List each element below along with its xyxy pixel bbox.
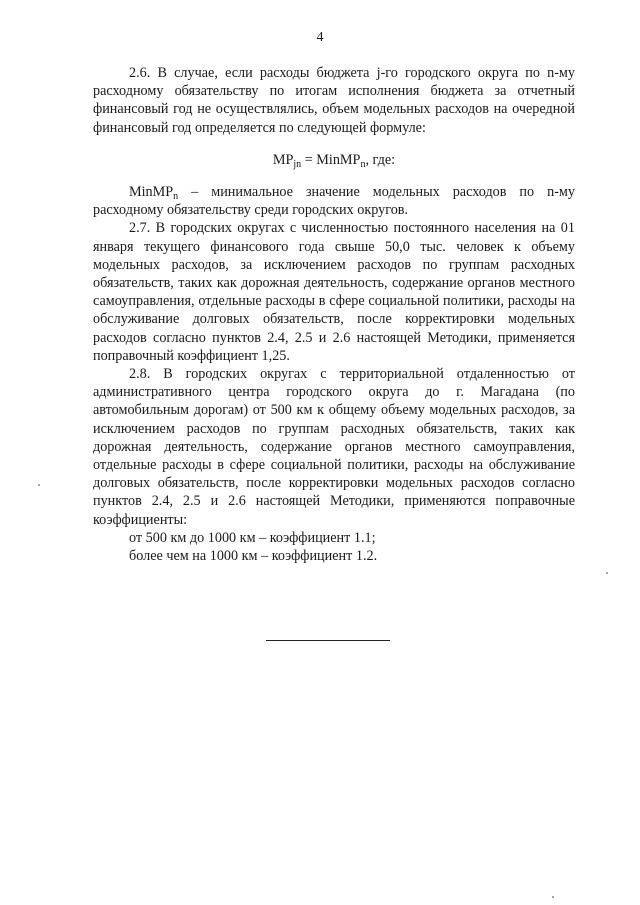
scan-speck (552, 896, 554, 898)
coefficient-line-1: от 500 км до 1000 км – коэффициент 1.1; (129, 529, 376, 546)
formula-rhs-subscript: n (360, 158, 366, 170)
formula-lhs: MP (272, 151, 294, 168)
definition-minmp (93, 183, 575, 219)
formula-tail: , где: (365, 151, 396, 168)
definition-term: MinMP (129, 184, 174, 201)
definition-text: – минимальное значение модельных расходов по n-му расходному обязательству среди городских округов. (93, 184, 575, 219)
definition-term-subscript: n (173, 191, 179, 203)
closing-rule (266, 640, 390, 641)
paragraph-2-6: 2.6. В случае, если расходы бюджета j-го городского округа по n-му расходному обязательству по итогам исполнения бюджета за отчетный финансовый год не осуществлялись, объем модельных расходов на очередной финансовый год определяется по следующей формуле: (93, 65, 575, 136)
page-number: 4 (316, 30, 324, 45)
paragraph-2-8: 2.8. В городских округах с территориальной отдаленностью от административного центра городского округа до г. Магадана (по автомобильным дорогам) от 500 км к общему объему модельных расходов, за исключением расходов по группам расходных обязательств, таких как дорожная деятельность, содержание органов местного самоуправления, отдельные расходы в сфере социальной политики, расходы на обслуживание долговых обязательств, после корректировки модельных расходов согласно пунктов 2.4, 2.5 и 2.6 настоящей Методики, применяются поправочные коэффициенты: (93, 366, 575, 528)
scan-speck (38, 484, 40, 486)
document-body (93, 64, 575, 565)
formula (93, 151, 575, 169)
scan-speck (606, 572, 608, 574)
paragraph-2-7: 2.7. В городских округах с численностью постоянного населения на 01 января текущего финансового года свыше 50,0 тыс. человек к объему модельных расходов, за исключением расходов по группам расходных обязательств, таких как дорожная деятельность, содержание органов местного самоуправления, отдельные расходы в сфере социальной политики, расходы на обслуживание долговых обязательств, после корректировки модельных расходов согласно пунктов 2.4, 2.5 и 2.6 настоящей Методики, применяется поправочный коэффициент 1,25. (93, 220, 575, 364)
formula-lhs-subscript: jn (293, 158, 302, 170)
formula-equals-min: = MinMP (301, 151, 361, 168)
coefficient-line-2: более чем на 1000 км – коэффициент 1.2. (129, 548, 378, 565)
